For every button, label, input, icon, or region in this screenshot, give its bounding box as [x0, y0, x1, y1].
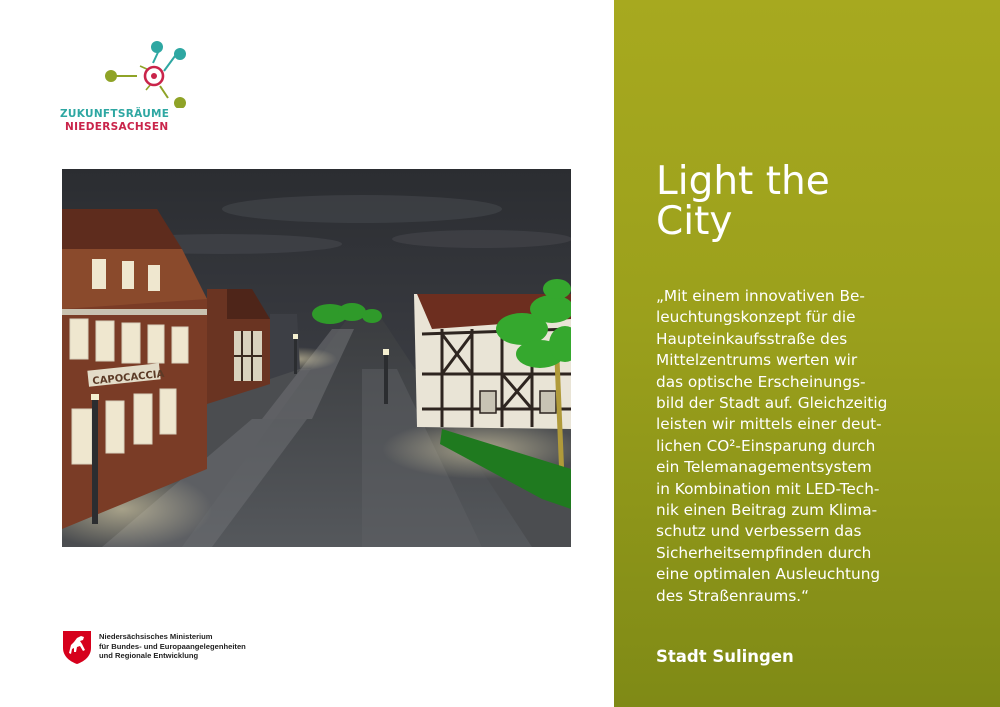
- page-title: [656, 159, 830, 244]
- quote-line: bild der Stadt auf. Gleichzeitig: [656, 394, 888, 413]
- quote-author: Stadt Sulingen: [656, 647, 794, 666]
- quote-line: Mittelzentrums werten wir: [656, 351, 858, 370]
- quote-line: eine optimalen Ausleuchtung: [656, 565, 881, 584]
- quote-line: leuchtungskonzept für die: [656, 308, 856, 327]
- quote-line: ein Telemanagementsystem: [656, 458, 872, 477]
- zukunftsraeume-logo: [60, 38, 200, 133]
- quote-line: schutz und verbessern das: [656, 522, 862, 541]
- quote-paragraph: [656, 286, 996, 607]
- green-text-panel: [614, 0, 1000, 707]
- title-line-1: Light the: [656, 159, 830, 204]
- quote-line: Sicherheitsempfinden durch: [656, 543, 872, 562]
- network-logo-icon: [100, 38, 190, 108]
- quote-line: das optische Erscheinungs-: [656, 372, 866, 391]
- quote-line: nik einen Beitrag zum Klima-: [656, 501, 878, 520]
- quote-line: „Mit einem innovativen Be-: [656, 287, 865, 305]
- quote-line: Haupteinkaufsstraße des: [656, 329, 848, 348]
- title-line-2: City: [656, 199, 733, 244]
- cafe-sign-text: CAPOCACCIA: [91, 368, 165, 388]
- quote-line: lichen CO²-Einsparung durch: [656, 436, 876, 455]
- ministry-line-3: und Regionale Entwicklung: [99, 651, 199, 660]
- quote-line: des Straßenraums.“: [656, 586, 810, 605]
- logo-text-zukunftsraeume: ZUKUNFTSRÄUME: [60, 108, 170, 120]
- ministry-line-1: Niedersächsisches Ministerium: [99, 632, 213, 641]
- quote-line: in Kombination mit LED-Tech-: [656, 479, 880, 498]
- night-street-rendering-image: [62, 169, 571, 547]
- lower-saxony-horse-crest-icon: [62, 630, 92, 664]
- quote-line: leisten wir mittels einer deut-: [656, 415, 882, 434]
- ministry-name: [99, 632, 246, 661]
- logo-text-niedersachsen: NIEDERSACHSEN: [65, 121, 169, 133]
- ministry-logo: [62, 628, 322, 668]
- ministry-line-2: für Bundes- und Europaangelegenheiten: [99, 641, 246, 651]
